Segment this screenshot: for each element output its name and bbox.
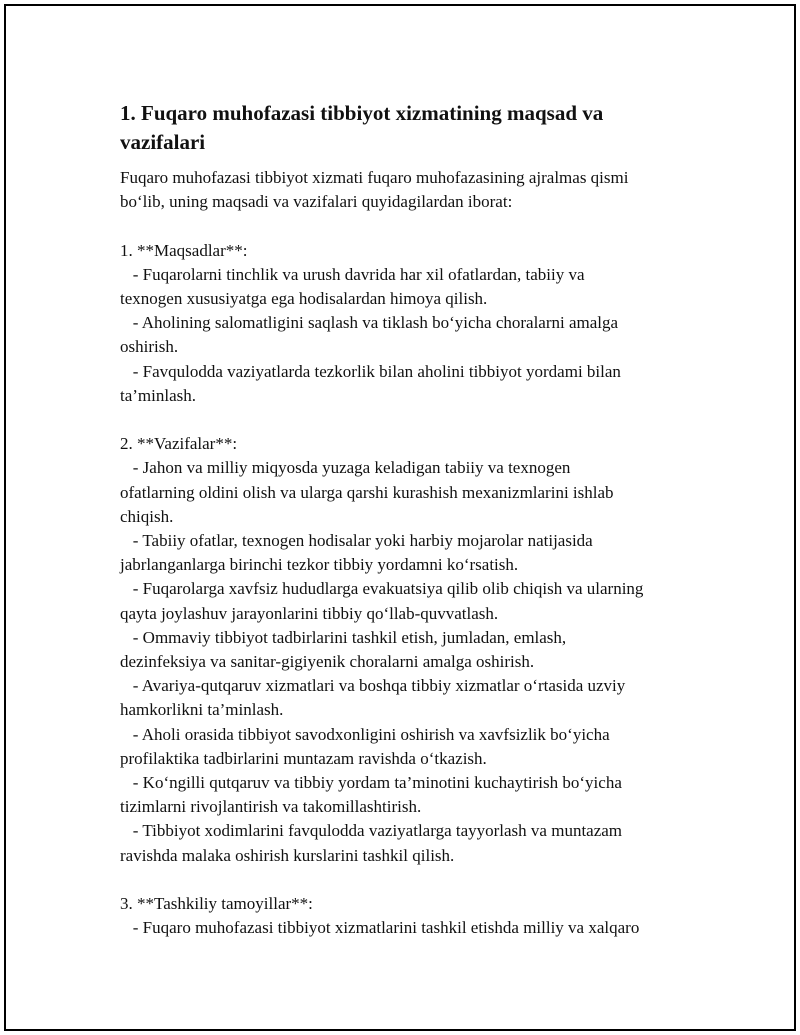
body-line: - Ko‘ngilli qutqaruv va tibbiy yordam ta’minotini kuchaytirish bo‘yicha [120, 773, 622, 793]
body-line: - Fuqarolarni tinchlik va urush davrida har xil ofatlardan, tabiiy va [120, 264, 585, 284]
body-line: 2. **Vazifalar**: [120, 434, 238, 454]
body-line: chiqish. [120, 506, 174, 526]
body-line: - Tabiiy ofatlar, texnogen hodisalar yoki harbiy mojarolar natijasida [120, 531, 593, 551]
body-line: 1. **Maqsadlar**: [120, 240, 248, 260]
body-line: Fuqaro muhofazasi tibbiyot xizmati fuqaro muhofazasining ajralmas qismi [120, 168, 629, 187]
body-line: 3. **Tashkiliy tamoyillar**: [120, 894, 313, 914]
body-line: qayta joylashuv jarayonlarini tibbiy qo‘llab-quvvatlash. [120, 603, 499, 623]
blank-line [120, 868, 720, 892]
body-line: - Fuqaro muhofazasi tibbiyot xizmatlarini tashkil etishda milliy va xalqaro [120, 918, 640, 938]
body-line: ofatlarning oldini olish va ularga qarshi kurashish mexanizmlarini ishlab [120, 482, 614, 502]
document-content [120, 99, 720, 940]
body-line: hamkorlikni ta’minlash. [120, 700, 284, 720]
body-line: tizimlarni rivojlantirish va takomillashtirish. [120, 797, 422, 817]
body-line: - Ommaviy tibbiyot tadbirlarini tashkil etish, jumladan, emlash, [120, 627, 567, 647]
heading-line: 1. Fuqaro muhofazasi tibbiyot xizmatining maqsad va [120, 101, 604, 125]
document-body [120, 166, 720, 940]
page-frame [4, 4, 796, 1031]
body-line: ta’minlash. [120, 385, 197, 405]
body-line: jabrlanganlarga birinchi tezkor tibbiy yordamni ko‘rsatish. [120, 555, 519, 575]
body-line: - Aholining salomatligini saqlash va tiklash bo‘yicha choralarni amalga [120, 313, 619, 333]
blank-line [120, 214, 720, 238]
body-line: ravishda malaka oshirish kurslarini tashkil qilish. [120, 845, 455, 865]
body-line: - Aholi orasida tibbiyot savodxonligini oshirish va xavfsizlik bo‘yicha [120, 724, 610, 744]
body-line: - Tibbiyot xodimlarini favqulodda vaziyatlarga tayyorlash va muntazam [120, 821, 623, 841]
body-line: oshirish. [120, 337, 179, 357]
body-line: bo‘lib, uning maqsadi va vazifalari quyidagilardan iborat: [120, 192, 513, 212]
heading-line: vazifalari [120, 130, 206, 154]
body-line: profilaktika tadbirlarini muntazam ravishda o‘tkazish. [120, 748, 487, 768]
body-line: - Jahon va milliy miqyosda yuzaga keladigan tabiiy va texnogen [120, 458, 571, 478]
body-line: texnogen xususiyatga ega hodisalardan himoya qilish. [120, 289, 488, 308]
blank-line [120, 408, 720, 432]
body-line: - Favqulodda vaziyatlarda tezkorlik bilan aholini tibbiyot yordami bilan [120, 361, 621, 381]
body-line: - Avariya-qutqaruv xizmatlari va boshqa tibbiy xizmatlar o‘rtasida uzviy [120, 676, 626, 696]
body-line: - Fuqarolarga xavfsiz hududlarga evakuatsiya qilib olib chiqish va ularning [120, 579, 644, 599]
body-line: dezinfeksiya va sanitar-gigiyenik choralarni amalga oshirish. [120, 652, 535, 672]
document-heading [120, 99, 720, 157]
